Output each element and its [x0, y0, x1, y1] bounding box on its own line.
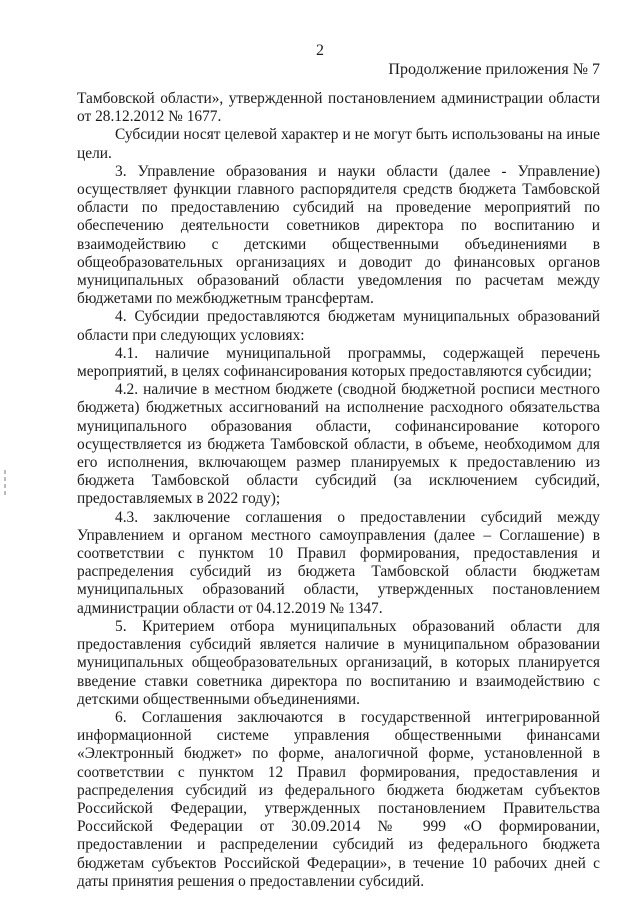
paragraph-5: 5. Критерием отбора муниципальных образований области для предоставления субсидий является наличие в муниципальном образовании муниципальных общеобразовательных организаций, в которых планируется введение ставки советника директора по воспитанию и взаимодействию с детскими общественными объединениями.: [77, 617, 600, 708]
paragraph-4-2: 4.2. наличие в местном бюджете (сводной бюджетной росписи местного бюджета) бюджетных ассигнований на исполнение расходного обязательства муниципального образования области, софинансирование которого осуществляется из бюджета Тамбовской области, в объеме, необходимом для его исполнения, включающем размер планируемых к предоставлению из бюджета Тамбовской области субсидий (за исключением субсидий, предоставляемых в 2022 году);: [77, 381, 600, 508]
margin-scan-mark: [4, 470, 8, 500]
paragraph-4-1: 4.1. наличие муниципальной программы, содержащей перечень мероприятий, в целях софинансирования которых предоставляются субсидии;: [77, 344, 600, 381]
paragraph-3: 3. Управление образования и науки области (далее - Управление) осуществляет функции главного распорядителя средств бюджета Тамбовской области по предоставлению субсидий на проведение мероприятий по обеспечению деятельности советников директора по воспитанию и взаимодействию с детскими общественными объединениями в общеобразовательных организациях и доводит до финансовых органов муниципальных образований области уведомления по расчетам между бюджетами по межбюджетным трансфертам.: [77, 162, 600, 308]
paragraph-continuation: Тамбовской области», утвержденной постановлением администрации области от 28.12.2012 № 1677.: [77, 90, 600, 126]
paragraph-4-3: 4.3. заключение соглашения о предоставлении субсидий между Управлением и органом местного самоуправления (далее – Соглашение) в соответствии с пунктом 10 Правил формирования, предоставления и распределения субсидий из бюджета Тамбовской области бюджетам муниципальных образований области, утвержденных постановлением администрации области от 04.12.2019 № 1347.: [77, 508, 600, 617]
paragraph-6: 6. Соглашения заключаются в государственной интегрированной информационной системе управления общественными финансами «Электронный бюджет» по форме, аналогичной форме, установленной в соответствии с пунктом 12 Правил формирования, предоставления и распределения субсидий из федерального бюджета бюджетам субъектов Российской Федерации, утвержденных постановлением Правительства Российской Федерации от 30.09.2014 № 999 «О формировании, предоставлении и распределении субсидий из федерального бюджета бюджетам субъектов Российской Федерации», в течение 10 рабочих дней с даты принятия решения о предоставлении субсидий.: [77, 708, 600, 890]
page-number: 2: [316, 42, 324, 59]
paragraph-4: 4. Субсидии предоставляются бюджетам муниципальных образований области при следующих условиях:: [77, 308, 600, 344]
document-body: [77, 90, 600, 891]
paragraph-purpose: Субсидии носят целевой характер и не могут быть использованы на иные цели.: [77, 126, 600, 162]
appendix-continuation-note: Продолжение приложения № 7: [388, 61, 600, 78]
